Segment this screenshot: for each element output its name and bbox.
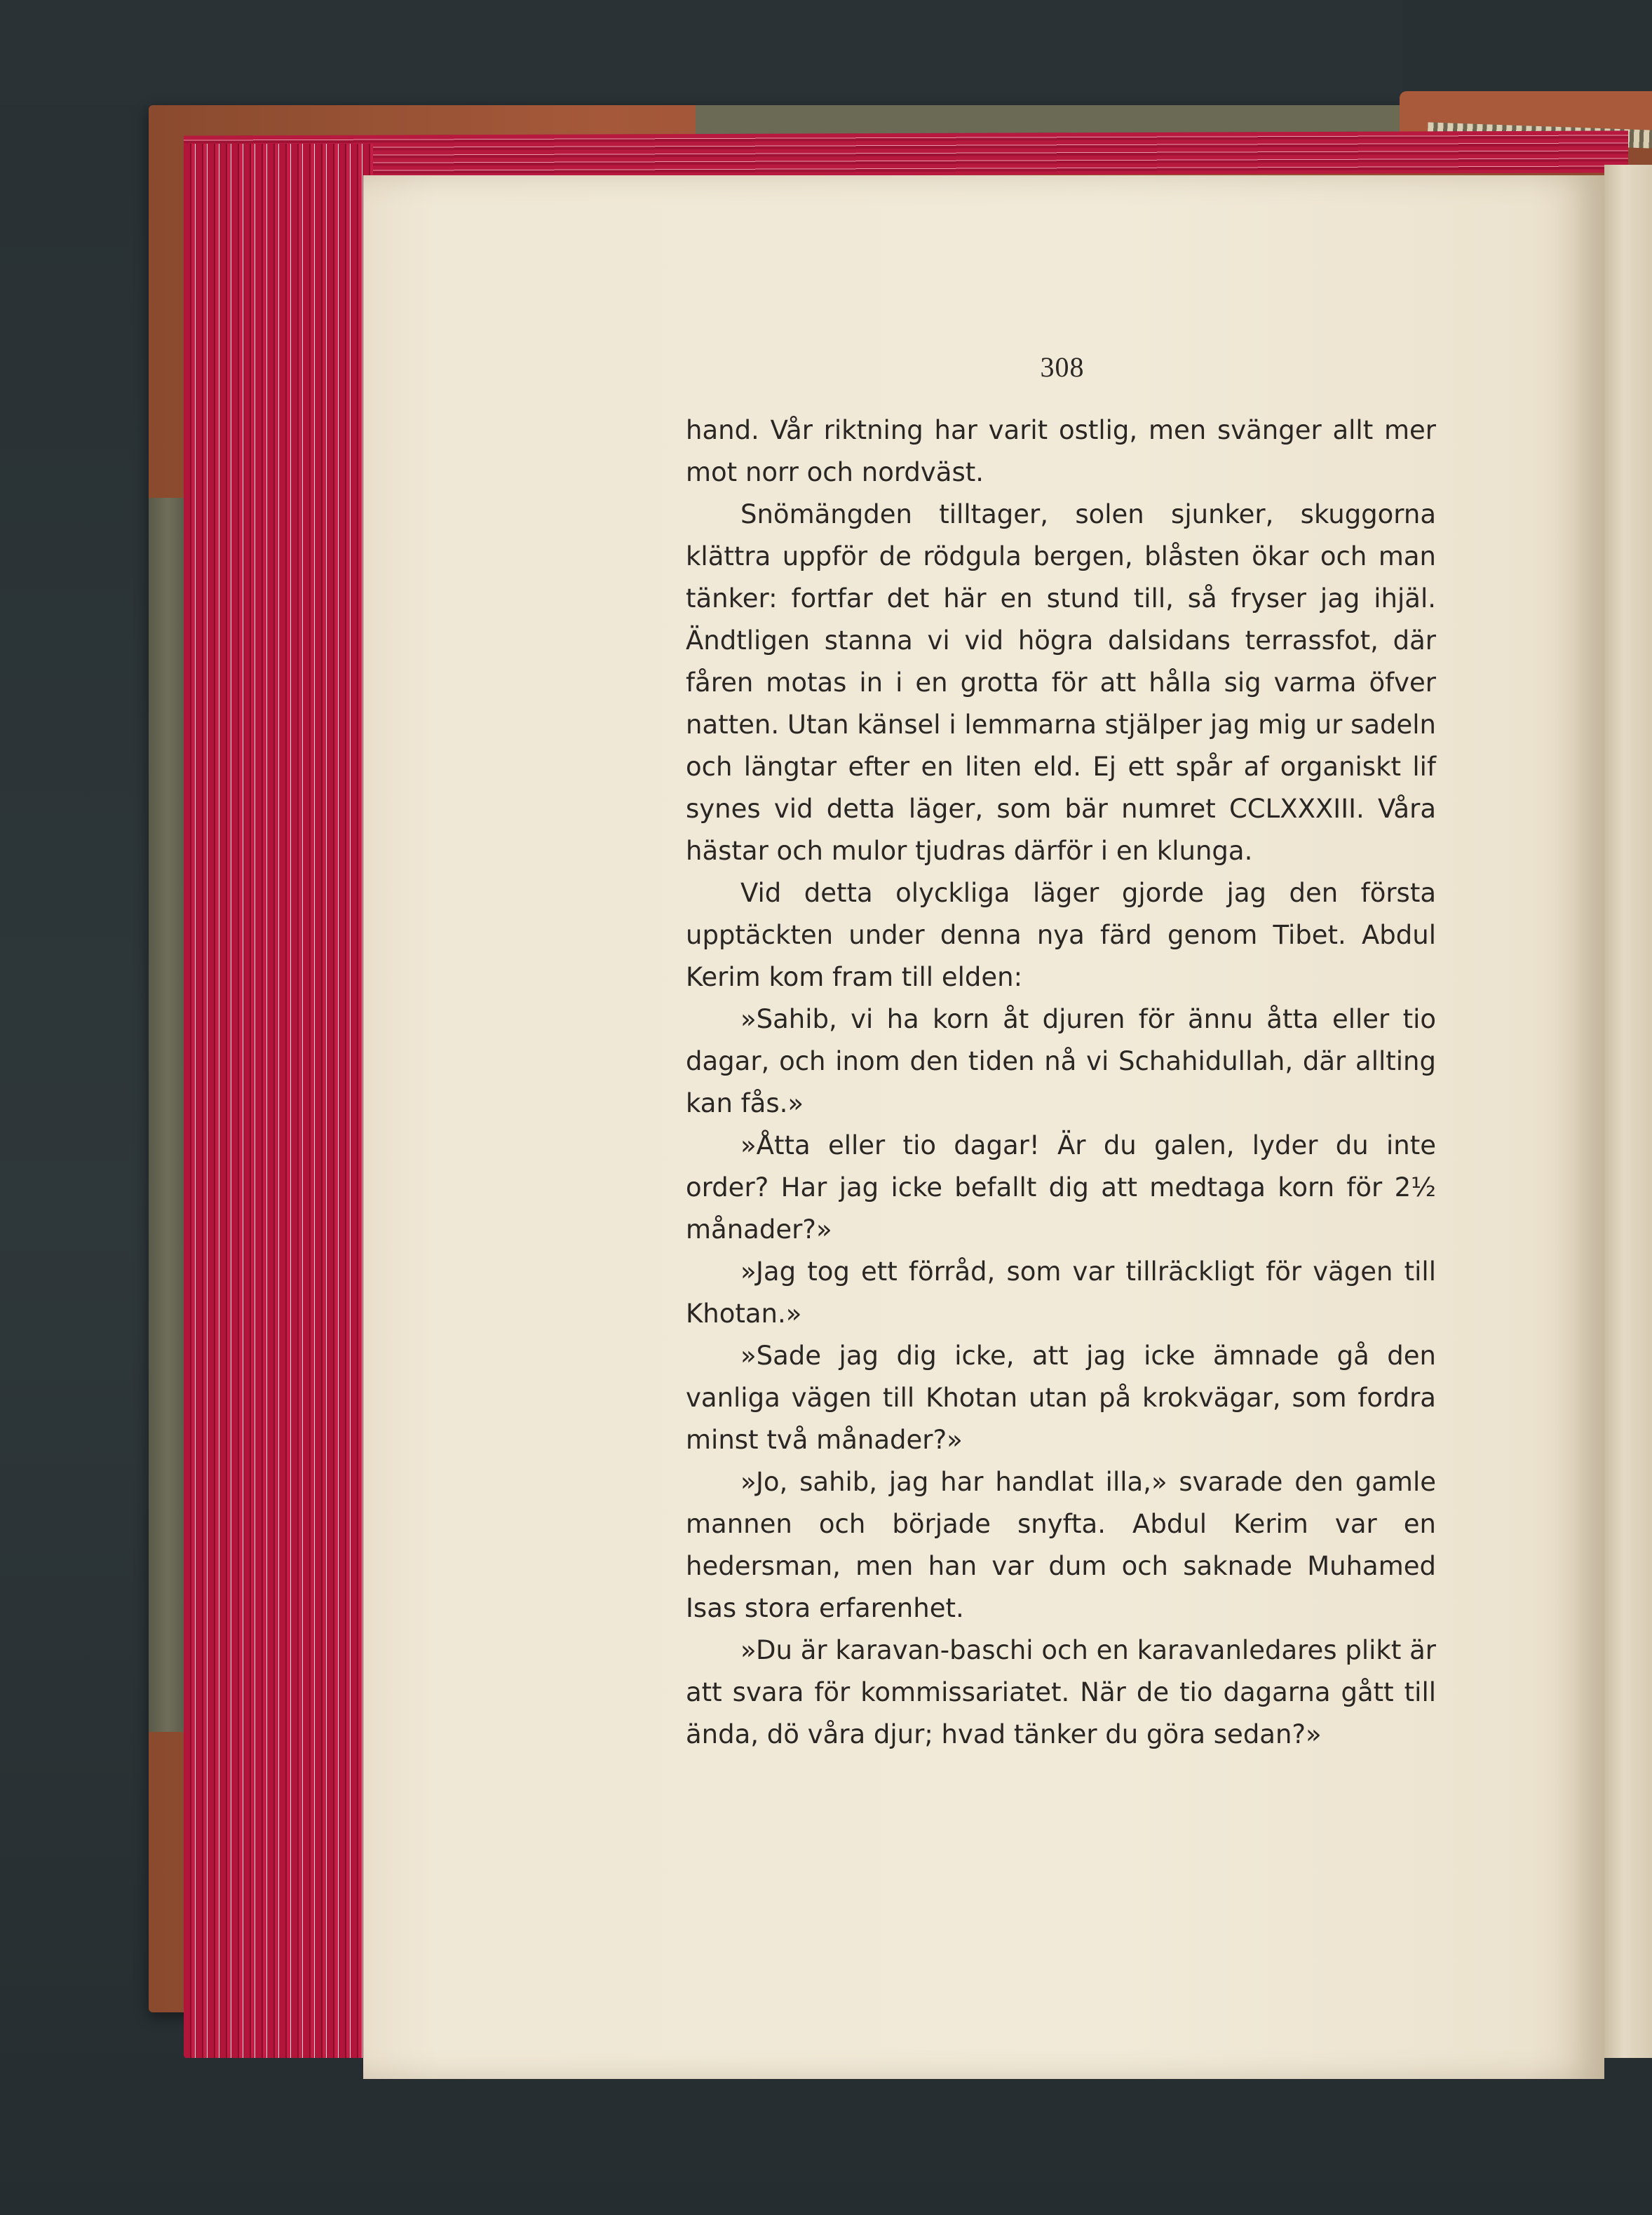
- paragraph: »Du är karavan-baschi och en karavanledares plikt är att svara för kommissariatet. När de tio dagarna gått till ända, dö våra djur; hvad tänker du göra sedan?»: [686, 1635, 1436, 1749]
- background-stand: [0, 0, 1402, 105]
- paragraph: »Jag tog ett förråd, som var tillräckligt för vägen till Khotan.»: [686, 1256, 1436, 1329]
- page-edges-top: [184, 130, 1628, 177]
- paragraph: Vid detta olyckliga läger gjorde jag den första upptäckten under denna nya färd genom Tibet. Abdul Kerim kom fram till elden:: [686, 878, 1436, 992]
- paragraph: »Sahib, vi ha korn åt djuren för ännu åtta eller tio dagar, och inom den tiden nå vi Schahidullah, där allting kan fås.»: [686, 1004, 1436, 1118]
- paragraph: »Jo, sahib, jag har handlat illa,» svarade den gamle mannen och började snyfta. Abdul Kerim var en hedersman, men han var dum och saknade Muhamed Isas stora erfarenhet.: [686, 1467, 1436, 1623]
- facing-page-edge: [1604, 165, 1652, 2058]
- paragraph: Snömängden tilltager, solen sjunker, skuggorna klättra uppför de rödgula bergen, blåsten ökar och man tänker: fortfar det här en stund till, så fryser jag ihjäl. Ändtligen stanna vi vid högra dalsidans terrassfot, där fåren motas in i en grotta för att hålla sig varma öfver natten. Utan känsel i lemmarna stjälper jag mig ur sadeln och längtar efter en liten eld. Ej ett spår af organiskt lif synes vid detta läger, som bär numret CCLXXXIII. Våra hästar och mulor tjudras därför i en klunga.: [686, 499, 1436, 866]
- page-edges-side: [184, 144, 373, 2058]
- paragraph: »Åtta eller tio dagar! Är du galen, lyder du inte order? Har jag icke befallt dig att medtaga korn för 2½ månader?»: [686, 1130, 1436, 1245]
- paragraph: »Sade jag dig icke, att jag icke ämnade gå den vanliga vägen till Khotan utan på krokvägar, som fordra minst två månader?»: [686, 1341, 1436, 1455]
- paragraph: hand. Vår riktning har varit ostlig, men svänger allt mer mot norr och nordväst.: [686, 415, 1436, 487]
- cover-spine-panel: [149, 498, 187, 1732]
- page-number: 308: [1040, 351, 1085, 383]
- page-text: [686, 409, 1436, 1756]
